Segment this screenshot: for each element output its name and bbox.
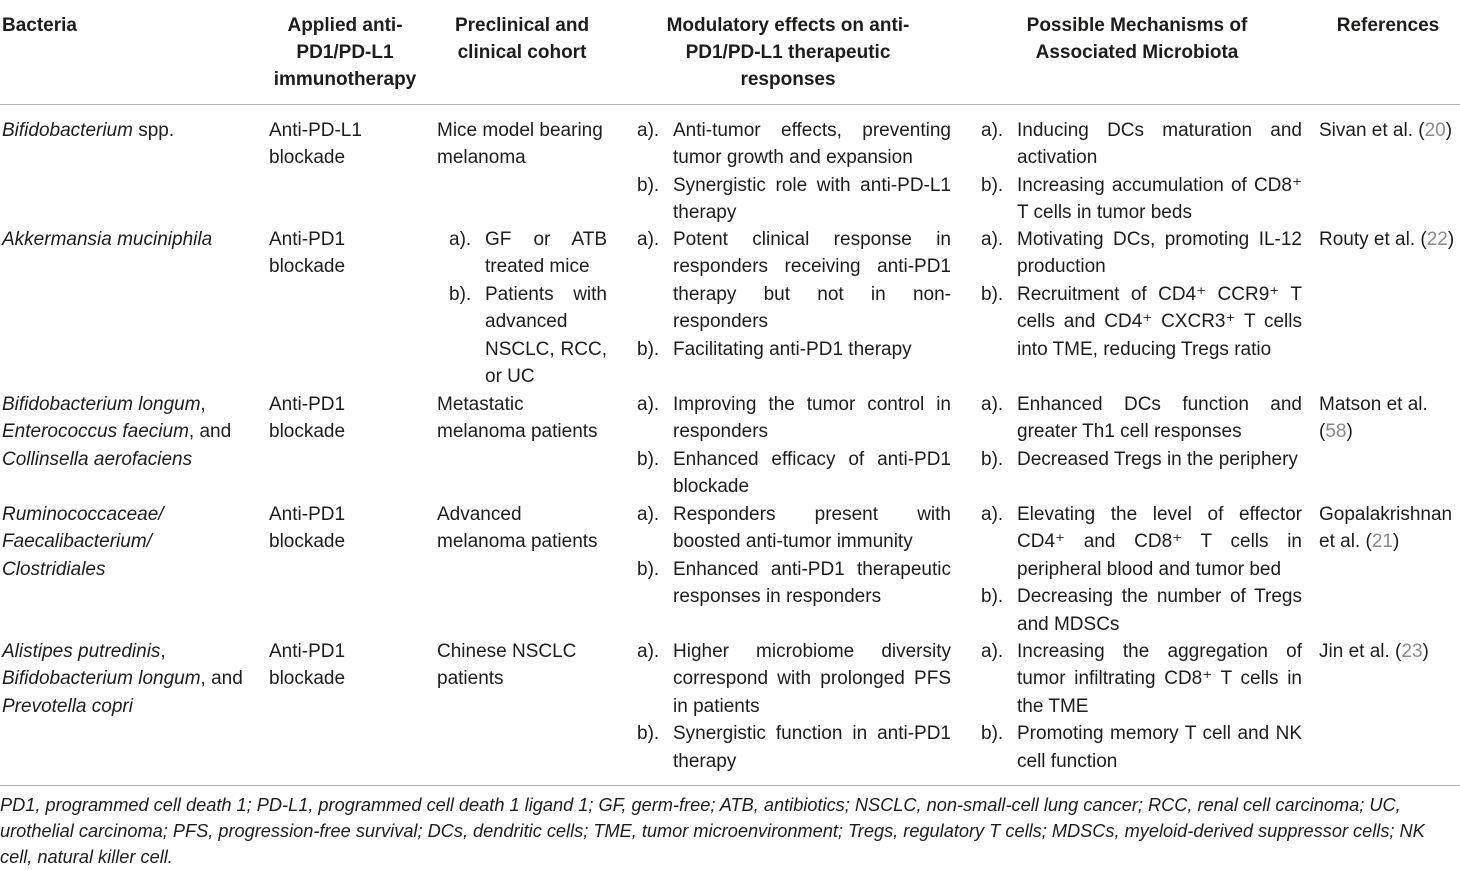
effects-cell-3 [637, 391, 951, 501]
mechanism-item [981, 720, 1302, 775]
cohort-cell-3: Metastatic melanoma patients [437, 394, 598, 443]
mechanism-text: Enhanced DCs function and greater Th1 cell responses [1017, 394, 1302, 443]
bacteria-separator: , and [200, 668, 243, 690]
effect-item [637, 172, 951, 227]
effect-item [637, 638, 951, 720]
list-marker: a). [637, 394, 660, 415]
cohort-cell-1: Mice model bearing melanoma [437, 120, 603, 169]
bacteria-name: Enterococcus faecium [2, 421, 189, 443]
effect-item [637, 501, 951, 556]
list-marker: b). [637, 558, 660, 580]
mechanism-item [981, 117, 1302, 172]
reference-number[interactable]: 23 [1401, 641, 1423, 662]
effect-text: Enhanced anti-PD1 therapeutic responses in responders [673, 558, 951, 608]
effect-text: Synergistic role with anti-PD-L1 therapy [673, 174, 951, 224]
bacteria-name: Alistipes putredinis [2, 641, 161, 662]
effects-cell-1 [637, 117, 951, 227]
list-marker: b). [637, 448, 660, 470]
bacteria-separator: , and [188, 421, 232, 443]
cohort-item [449, 281, 607, 391]
list-marker: b). [981, 723, 1004, 745]
reference-number[interactable]: 21 [1371, 531, 1393, 553]
reference-cell-4 [1319, 501, 1459, 556]
reference-close: ) [1445, 120, 1453, 141]
header-mechanisms: Possible Mechanisms of Associated Microbiota [1026, 15, 1248, 64]
list-marker: a). [449, 229, 472, 250]
list-marker: a). [981, 229, 1004, 250]
effect-text: Anti-tumor effects, preventing tumor growth and expansion [673, 120, 951, 169]
therapy-cell-1: Anti-PD-L1 blockade [269, 120, 362, 169]
cohort-text: Patients with advanced NSCLC, RCC, or UC [485, 283, 607, 388]
reference-author: Gopalakrishnan et al. ( [1319, 504, 1453, 553]
reference-number[interactable]: 20 [1424, 120, 1446, 141]
effects-cell-4 [637, 501, 951, 611]
effect-item [637, 336, 951, 363]
reference-number[interactable]: 22 [1426, 229, 1448, 250]
table-footnote: PD1, programmed cell death 1; PD-L1, programmed cell death 1 ligand 1; GF, germ-free; ATB, antibiotics; NSCLC, non-small-cell lung cancer; RCC, renal cell carcinoma; UC, urothelial carcinoma; PFS, progression-free survival; DCs, dendritic cells; TME, tumor microenvironment; Tregs, regulatory T cells; MDSCs, myeloid-derived suppressor cells; NK cell, natural killer cell. [0, 795, 1425, 867]
bacteria-cell-3 [2, 391, 252, 473]
header-therapy: Applied anti-PD1/PD-L1 immunotherapy [273, 15, 417, 91]
mechanism-text: Increasing the aggregation of tumor infiltrating CD8⁺ T cells in the TME [1017, 641, 1302, 717]
list-marker: a). [637, 120, 660, 141]
effect-text: Synergistic function in anti-PD1 therapy [673, 723, 951, 772]
header-rule [0, 104, 1460, 105]
effects-cell-2 [637, 226, 951, 363]
mechanisms-cell-5 [981, 638, 1302, 775]
list-marker: a). [981, 504, 1004, 525]
reference-author: Matson et al. ( [1319, 394, 1428, 443]
reference-cell-1 [1319, 117, 1459, 144]
effect-text: Potent clinical response in responders receiving anti-PD1 therapy but not in non-responders [673, 229, 951, 333]
effect-item [637, 446, 951, 501]
list-marker: b). [981, 174, 1004, 196]
mechanism-text: Decreased Tregs in the periphery [1017, 448, 1298, 470]
mechanism-text: Elevating the level of effector CD4⁺ and CD8⁺ T cells in peripheral blood and tumor bed [1017, 504, 1302, 580]
bacteria-name: Bifidobacterium longum [2, 394, 201, 415]
bacteria-suffix: spp. [132, 120, 175, 141]
cohort-cell-2 [449, 226, 607, 390]
list-marker: a). [981, 641, 1004, 662]
mechanism-text: Recruitment of CD4⁺ CCR9⁺ T cells and CD4⁺ CXCR3⁺ T cells into TME, reducing Tregs ratio [1017, 283, 1302, 360]
reference-number[interactable]: 58 [1325, 421, 1347, 443]
effect-item [637, 226, 951, 336]
header-bacteria: Bacteria [2, 15, 77, 36]
reference-cell-5 [1319, 638, 1459, 665]
header-cohort: Preclinical and clinical cohort [454, 15, 590, 64]
effect-text: Responders present with boosted anti-tumor immunity [673, 504, 951, 553]
list-marker: b). [981, 283, 1004, 305]
footer-rule [0, 785, 1460, 786]
list-marker: a). [981, 120, 1004, 141]
reference-close: ) [1447, 229, 1455, 250]
mechanism-item [981, 501, 1302, 583]
mechanisms-cell-1 [981, 117, 1302, 227]
reference-close: ) [1392, 531, 1400, 553]
list-marker: b). [637, 174, 660, 196]
mechanisms-cell-4 [981, 501, 1302, 638]
header-references: References [1336, 15, 1440, 36]
effect-text: Improving the tumor control in responders [673, 394, 951, 443]
effect-item [637, 117, 951, 172]
effect-text: Higher microbiome diversity correspond with prolonged PFS in patients [673, 641, 951, 717]
list-marker: b). [981, 586, 1004, 608]
list-marker: a). [981, 394, 1004, 415]
cohort-item [449, 226, 607, 281]
cohort-cell-5: Chinese NSCLC patients [437, 641, 577, 690]
effect-item [637, 556, 951, 611]
mechanism-text: Motivating DCs, promoting IL-12 production [1017, 229, 1302, 278]
mechanism-item [981, 281, 1302, 363]
header-effects: Modulatory effects on anti-PD1/PD-L1 therapeutic responses [666, 15, 910, 91]
mechanism-item [981, 583, 1302, 638]
reference-cell-3 [1319, 391, 1439, 446]
therapy-cell-3: Anti-PD1 blockade [269, 394, 346, 443]
therapy-cell-4: Anti-PD1 blockade [269, 504, 346, 553]
bacteria-name: Prevotella copri [2, 695, 133, 717]
effect-item [637, 720, 951, 775]
list-marker: a). [637, 229, 660, 250]
mechanism-item [981, 172, 1302, 227]
bacteria-name: Collinsella aerofaciens [2, 448, 193, 470]
effect-text: Facilitating anti-PD1 therapy [673, 338, 912, 360]
reference-close: ) [1346, 421, 1353, 443]
effects-cell-5 [637, 638, 951, 775]
bacteria-name: Bifidobacterium longum [2, 668, 201, 690]
reference-author: Sivan et al. ( [1319, 120, 1425, 141]
effect-item [637, 391, 951, 446]
effect-text: Enhanced efficacy of anti-PD1 blockade [673, 448, 951, 498]
mechanism-text: Decreasing the number of Tregs and MDSCs [1017, 586, 1302, 635]
bacteria-cell-2: Akkermansia muciniphila [2, 229, 213, 250]
list-marker: b). [637, 338, 660, 360]
mechanisms-cell-2 [981, 226, 1302, 363]
list-marker: a). [637, 641, 660, 662]
list-marker: b). [637, 723, 660, 745]
mechanism-text: Inducing DCs maturation and activation [1017, 120, 1302, 169]
reference-cell-2 [1319, 226, 1459, 253]
mechanism-item [981, 638, 1302, 720]
bacteria-cell-5 [2, 638, 260, 720]
bacteria-cell-1 [2, 117, 252, 144]
bacteria-separator: , [200, 394, 206, 415]
reference-author: Jin et al. ( [1319, 641, 1402, 662]
mechanism-text: Increasing accumulation of CD8⁺ T cells in tumor beds [1017, 174, 1302, 224]
bacteria-cell-4: Ruminococcaceae/ Faecalibacterium/ Clostridiales [2, 504, 164, 580]
reference-close: ) [1422, 641, 1429, 662]
list-marker: b). [981, 448, 1004, 470]
mechanisms-cell-3 [981, 391, 1302, 473]
mechanism-item [981, 446, 1302, 473]
mechanism-item [981, 226, 1302, 281]
therapy-cell-2: Anti-PD1 blockade [269, 229, 346, 278]
list-marker: a). [637, 504, 660, 525]
therapy-cell-5: Anti-PD1 blockade [269, 641, 346, 690]
cohort-cell-4: Advanced melanoma patients [437, 504, 598, 553]
cohort-text: GF or ATB treated mice [485, 229, 607, 278]
bacteria-separator: , [160, 641, 166, 662]
reference-author: Routy et al. ( [1319, 229, 1427, 250]
list-marker: b). [449, 283, 472, 305]
mechanism-item [981, 391, 1302, 446]
mechanism-text: Promoting memory T cell and NK cell function [1017, 723, 1302, 772]
bacteria-name: Bifidobacterium [2, 120, 133, 141]
